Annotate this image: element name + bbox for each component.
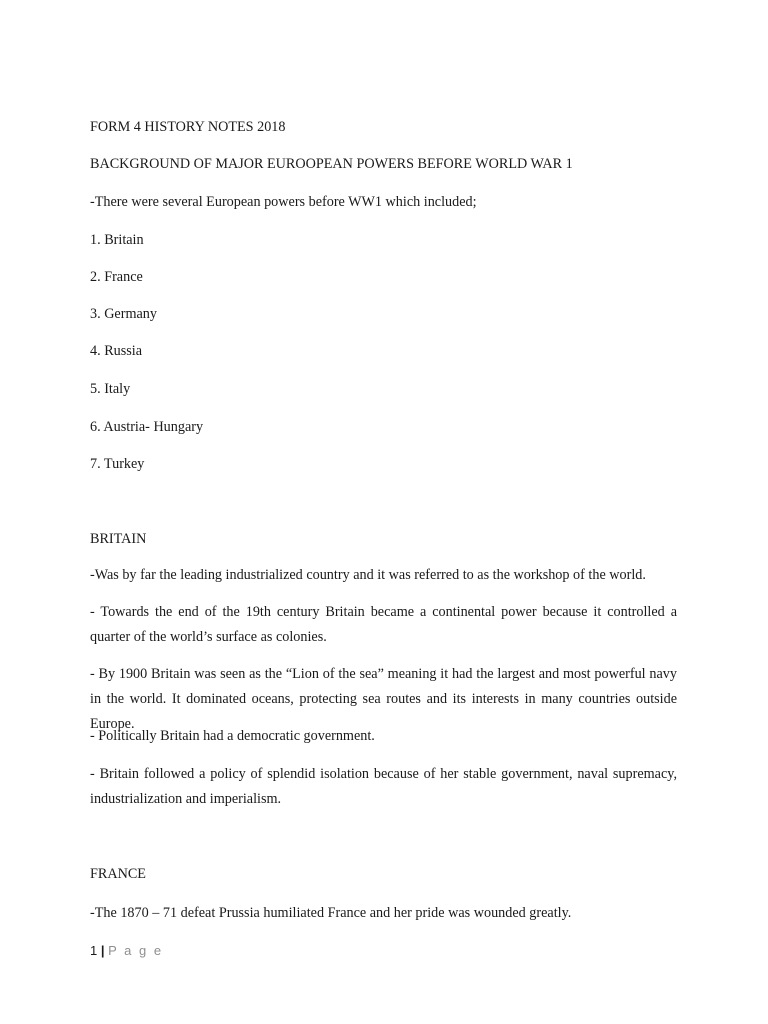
list-item: 1. Britain — [90, 232, 144, 248]
list-item: 5. Italy — [90, 381, 131, 397]
britain-point: -Was by far the leading industrialized country and it was referred to as the workshop of the world. — [90, 567, 646, 583]
intro-text: -There were several European powers before WW1 which included; — [90, 194, 477, 210]
page-separator: | — [100, 943, 105, 958]
section-title-france: FRANCE — [90, 866, 146, 882]
britain-point: - Towards the end of the 19th century Britain became a continental power because it controlled a quarter of the world’s surface as colonies. — [90, 604, 677, 645]
document-subheading: BACKGROUND OF MAJOR EUROOPEAN POWERS BEFORE WORLD WAR 1 — [90, 156, 573, 172]
list-item: 6. Austria- Hungary — [90, 419, 204, 435]
page-label: P a g e — [108, 943, 164, 958]
france-point: -The 1870 – 71 defeat Prussia humiliated France and her pride was wounded greatly. — [90, 905, 572, 921]
britain-point: - By 1900 Britain was seen as the “Lion of the sea” meaning it had the largest and most powerful navy in the world. It dominated oceans, protecting sea routes and its interests in many countries outside Europe. — [90, 666, 677, 732]
page-number: 1 — [90, 943, 98, 958]
britain-point: - Britain followed a policy of splendid isolation because of her stable government, naval supremacy, industrialization and imperialism. — [90, 766, 677, 807]
list-item: 4. Russia — [90, 343, 143, 359]
list-item: 2. France — [90, 269, 143, 285]
page-footer — [90, 943, 163, 959]
list-item: 7. Turkey — [90, 456, 145, 472]
section-title-britain: BRITAIN — [90, 531, 147, 547]
britain-point: - Politically Britain had a democratic government. — [90, 728, 375, 744]
document-heading: FORM 4 HISTORY NOTES 2018 — [90, 119, 286, 135]
list-item: 3. Germany — [90, 306, 157, 322]
